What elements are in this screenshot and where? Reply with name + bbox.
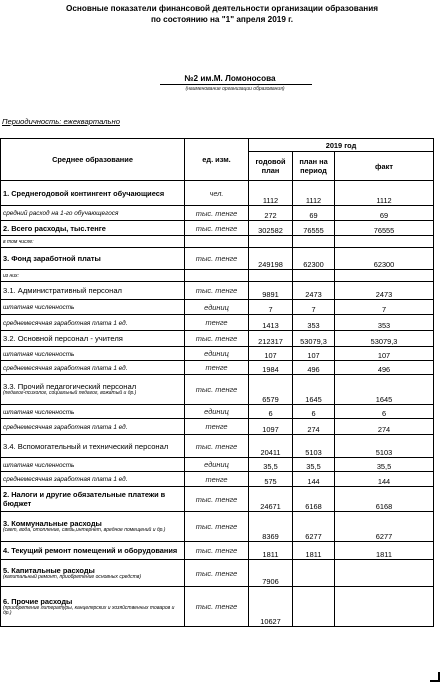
row-annual: 1811: [249, 542, 293, 560]
row-annual: 249198: [249, 248, 293, 270]
row-plan: 6168: [293, 487, 335, 512]
row-name-text: 3.4. Вспомогательный и технический персонал: [3, 441, 169, 451]
row-name-text: 3. Фонд заработной платы: [3, 254, 101, 263]
row-name: [1, 375, 185, 405]
row-fact: [335, 587, 434, 627]
table-row: [1, 248, 434, 270]
row-unit: тенге: [185, 419, 249, 435]
row-annual: 302582: [249, 221, 293, 236]
row-name: [1, 331, 185, 347]
report-date: по состоянию на "1" апреля 2019 г.: [150, 15, 294, 24]
row-fact: 35,5: [335, 458, 434, 472]
row-subtitle: (свет, вода, отопление, связь,интернет, вредное помещений и др.): [3, 527, 166, 534]
row-plan: 35,5: [293, 458, 335, 472]
row-fact: 62300: [335, 248, 434, 270]
row-subtitle: (капитальный ремонт, приобретение основных средств): [3, 573, 142, 580]
table-row: [1, 236, 434, 248]
row-name-text: штатная численность: [3, 304, 75, 311]
row-fact: 76555: [335, 221, 434, 236]
table-row: [1, 512, 434, 542]
row-annual: 1097: [249, 419, 293, 435]
row-annual: 35,5: [249, 458, 293, 472]
row-name: [1, 282, 185, 300]
row-name: [1, 542, 185, 560]
table-row: [1, 419, 434, 435]
row-plan: 5103: [293, 435, 335, 458]
row-plan: 274: [293, 419, 335, 435]
row-name-text: 5. Капитальные расходы: [3, 565, 95, 575]
row-name-text: штатная численность: [3, 350, 75, 358]
row-annual: [249, 236, 293, 248]
row-unit: тыс. тенге: [185, 282, 249, 300]
row-unit: единиц: [185, 347, 249, 361]
organization-caption: (наименование организации образования): [185, 86, 285, 92]
row-fact: 7: [335, 300, 434, 315]
row-name: [1, 270, 185, 282]
row-name: [1, 405, 185, 419]
row-plan: 69: [293, 206, 335, 221]
row-plan: 62300: [293, 248, 335, 270]
row-annual: 575: [249, 472, 293, 487]
row-unit: тенге: [185, 315, 249, 331]
row-unit: единиц: [185, 300, 249, 315]
header-unit: ед. изм.: [185, 139, 249, 181]
financial-table: [0, 138, 434, 627]
row-name: [1, 458, 185, 472]
row-fact: 1811: [335, 542, 434, 560]
periodicity-label: Периодичность: ежеквартально: [2, 117, 120, 126]
row-unit: тыс. тенге: [185, 542, 249, 560]
row-fact: 5103: [335, 435, 434, 458]
organization-underline: [160, 84, 312, 85]
row-name: [1, 315, 185, 331]
row-plan: [293, 560, 335, 587]
row-unit: тыс. тенге: [185, 487, 249, 512]
row-annual: 9891: [249, 282, 293, 300]
row-name-text: 4. Текущий ремонт помещений и оборудования: [3, 546, 178, 555]
row-name-text: из них:: [3, 273, 19, 279]
table-row: [1, 375, 434, 405]
row-name: [1, 181, 185, 206]
row-unit: тыс. тенге: [185, 435, 249, 458]
row-fact: 496: [335, 361, 434, 375]
row-annual: 7: [249, 300, 293, 315]
row-annual: 10627: [249, 587, 293, 627]
row-name-text: 3.3. Прочий педагогический персонал: [3, 382, 137, 392]
row-unit: единиц: [185, 458, 249, 472]
row-name-text: среднемесячная заработная плата 1 ед.: [3, 476, 128, 483]
table-row: [1, 270, 434, 282]
row-name-text: 3.1. Административный персонал: [3, 286, 122, 295]
table-row: [1, 487, 434, 512]
table-row: [1, 560, 434, 587]
row-name: [1, 248, 185, 270]
row-name: [1, 206, 185, 221]
row-annual: 20411: [249, 435, 293, 458]
row-annual: 24671: [249, 487, 293, 512]
row-name: [1, 487, 185, 512]
row-fact: [335, 560, 434, 587]
row-fact: 6277: [335, 512, 434, 542]
table-row: [1, 347, 434, 361]
row-fact: 107: [335, 347, 434, 361]
table-row: [1, 458, 434, 472]
row-unit: тыс. тенге: [185, 512, 249, 542]
row-name: [1, 435, 185, 458]
row-annual: 1984: [249, 361, 293, 375]
report-title: Основные показатели финансовой деятельности организации образования: [65, 4, 379, 13]
row-plan: 76555: [293, 221, 335, 236]
row-unit: тенге: [185, 472, 249, 487]
row-annual: [249, 270, 293, 282]
row-plan: 1645: [293, 375, 335, 405]
header-annual: годовой план: [249, 152, 293, 181]
row-name-text: в том числе:: [3, 239, 34, 245]
row-plan: 6: [293, 405, 335, 419]
row-unit: [185, 236, 249, 248]
row-subtitle: (педагог-психолог, социальный педагог, вожатый и др.): [3, 390, 137, 397]
table-row: [1, 472, 434, 487]
row-annual: 212317: [249, 331, 293, 347]
row-fact: 69: [335, 206, 434, 221]
row-unit: тыс. тенге: [185, 560, 249, 587]
row-name: [1, 300, 185, 315]
table-row: [1, 435, 434, 458]
row-plan: [293, 587, 335, 627]
row-plan: 53079,3: [293, 331, 335, 347]
row-name: [1, 236, 185, 248]
row-plan: 1811: [293, 542, 335, 560]
row-name-text: штатная численность: [3, 408, 75, 416]
row-fact: [335, 270, 434, 282]
row-unit: единиц: [185, 405, 249, 419]
row-name-text: среднемесячная заработная плата 1 ед.: [3, 319, 128, 327]
header-name: Среднее образование: [1, 139, 185, 181]
row-fact: 53079,3: [335, 331, 434, 347]
table-row: [1, 361, 434, 375]
row-plan: 2473: [293, 282, 335, 300]
row-plan: 7: [293, 300, 335, 315]
row-name-text: средний расход на 1-го обучающегося: [3, 210, 119, 217]
table-row: [1, 405, 434, 419]
row-name-text: 3.2. Основной персонал - учителя: [3, 334, 123, 343]
header-year: 2019 год: [249, 139, 434, 152]
row-plan: 1112: [293, 181, 335, 206]
row-name: [1, 347, 185, 361]
row-annual: 1413: [249, 315, 293, 331]
row-unit: тыс. тенге: [185, 206, 249, 221]
row-name: [1, 472, 185, 487]
row-name: [1, 560, 185, 587]
row-fact: 353: [335, 315, 434, 331]
row-plan: 107: [293, 347, 335, 361]
row-fact: 6168: [335, 487, 434, 512]
row-annual: 272: [249, 206, 293, 221]
resize-grip-icon: [430, 672, 440, 682]
row-plan: [293, 236, 335, 248]
table-row: [1, 542, 434, 560]
row-unit: чел.: [185, 181, 249, 206]
table-row: [1, 282, 434, 300]
row-plan: 144: [293, 472, 335, 487]
row-annual: 6: [249, 405, 293, 419]
row-plan: [293, 270, 335, 282]
row-fact: 1645: [335, 375, 434, 405]
row-fact: 144: [335, 472, 434, 487]
table-row: [1, 221, 434, 236]
header-plan: план на период: [293, 152, 335, 181]
row-name-text: 1. Среднегодовой контингент обучающиеся: [3, 188, 165, 198]
row-unit: тыс. тенге: [185, 375, 249, 405]
row-annual: 1112: [249, 181, 293, 206]
row-name: [1, 512, 185, 542]
table-row: [1, 587, 434, 627]
row-name: [1, 221, 185, 236]
row-annual: 8369: [249, 512, 293, 542]
row-name-text: 6. Прочие расходы: [3, 596, 73, 606]
row-fact: 2473: [335, 282, 434, 300]
organization-name: №2 им.М. Ломоносова: [184, 74, 276, 83]
table-row: [1, 206, 434, 221]
row-subtitle: (приобретение литературы, канцелярских и хозяйственных товаров и др.): [3, 604, 175, 616]
row-fact: 6: [335, 405, 434, 419]
table-row: [1, 181, 434, 206]
row-name: [1, 361, 185, 375]
row-name-text: среднемесячная заработная плата 1 ед.: [3, 423, 128, 431]
row-fact: 1112: [335, 181, 434, 206]
row-name-text: 2. Всего расходы, тыс.тенге: [3, 223, 106, 233]
row-name-text: 3. Коммунальные расходы: [3, 519, 102, 529]
row-unit: тыс. тенге: [185, 331, 249, 347]
table-row: [1, 300, 434, 315]
table-row: [1, 331, 434, 347]
header-fact: факт: [335, 152, 434, 181]
row-unit: тыс. тенге: [185, 221, 249, 236]
row-name-text: штатная численность: [3, 461, 75, 469]
row-name: [1, 587, 185, 627]
row-plan: 6277: [293, 512, 335, 542]
row-annual: 6579: [249, 375, 293, 405]
row-unit: тыс. тенге: [185, 248, 249, 270]
row-annual: 107: [249, 347, 293, 361]
row-name-text: среднемесячная заработная плата 1 ед.: [3, 364, 128, 372]
row-unit: [185, 270, 249, 282]
row-unit: тыс. тенге: [185, 587, 249, 627]
row-plan: 353: [293, 315, 335, 331]
row-name: [1, 419, 185, 435]
table-row: [1, 315, 434, 331]
row-annual: 7906: [249, 560, 293, 587]
row-name-text: 2. Налоги и другие обязательные платежи в бюджет: [3, 490, 166, 508]
row-fact: [335, 236, 434, 248]
row-unit: тенге: [185, 361, 249, 375]
row-fact: 274: [335, 419, 434, 435]
row-plan: 496: [293, 361, 335, 375]
